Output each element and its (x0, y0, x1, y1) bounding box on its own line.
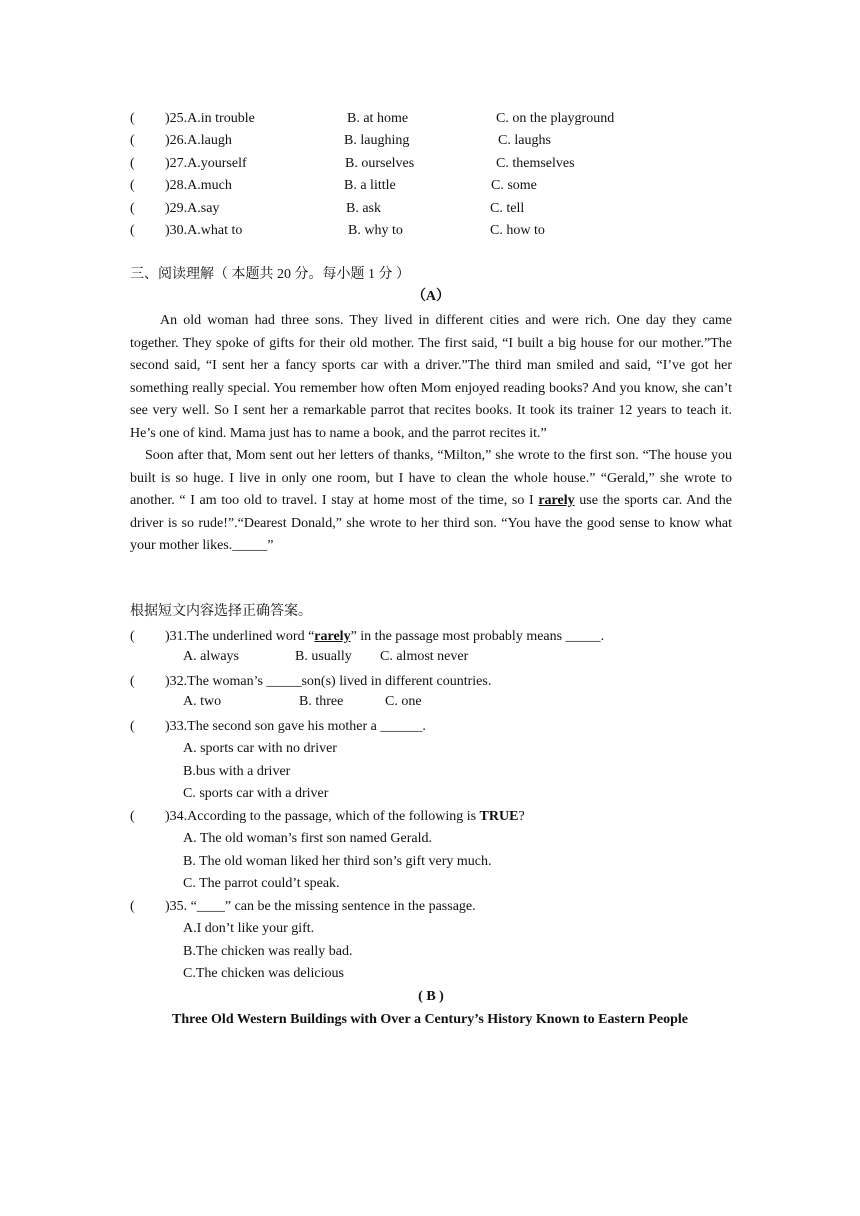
question-text (165, 806, 525, 828)
option-b: B. why to (348, 223, 403, 238)
option-b: B. laughing (344, 133, 410, 148)
answer-paren: ( (130, 629, 135, 644)
question-text: )35. “____” can be the missing sentence in the passage. (165, 899, 476, 914)
option-a: )27.A.yourself (165, 156, 247, 171)
option-a: )29.A.say (165, 201, 220, 216)
question-text: )33.The second son gave his mother a ______. (165, 719, 426, 734)
question-text-before: )34.According to the passage, which of the following is (165, 809, 480, 824)
q35-option-c: C.The chicken was delicious (183, 966, 344, 981)
option-a: )26.A.laugh (165, 133, 232, 148)
answer-paren: ( (130, 899, 135, 914)
option-c: C. themselves (496, 156, 575, 171)
answer-paren: ( (130, 674, 135, 689)
q32-option-a: A. two (183, 694, 222, 709)
option-a: )25.A.in trouble (165, 111, 255, 126)
answer-paren: ( (130, 111, 135, 126)
answer-paren: ( (130, 223, 135, 238)
part-a-label: （A） (411, 289, 451, 304)
question-text: )32.The woman’s _____son(s) lived in different countries. (165, 674, 492, 689)
q31-option-b: B. usually (295, 649, 352, 664)
answer-paren: ( (130, 133, 135, 148)
q32-option-b: B. three (299, 694, 344, 709)
question-text-before: )31.The underlined word “ (165, 629, 315, 644)
q31-option-c: C. almost never (380, 649, 469, 664)
option-c: C. some (491, 178, 537, 193)
option-b: B. ourselves (345, 156, 415, 171)
part-b-label: ( B ) (418, 989, 444, 1004)
bold-true-word: TRUE (479, 809, 519, 824)
option-c: C. laughs (498, 133, 551, 148)
q34-option-c: C. The parrot could’t speak. (183, 876, 340, 891)
q32-option-c: C. one (385, 694, 422, 709)
question-text (165, 626, 604, 648)
section-title: 三、阅读理解（ 本题共 20 分。每小题 1 分 ） (130, 267, 410, 282)
instruction: 根据短文内容选择正确答案。 (130, 604, 312, 619)
part-b-title: Three Old Western Buildings with Over a Century’s History Known to Eastern People (172, 1012, 688, 1027)
q31-option-a: A. always (183, 649, 239, 664)
answer-paren: ( (130, 156, 135, 171)
option-a: )30.A.what to (165, 223, 243, 238)
answer-paren: ( (130, 719, 135, 734)
q35-option-b: B.The chicken was really bad. (183, 944, 353, 959)
q34-option-a: A. The old woman’s first son named Gerald. (183, 831, 432, 846)
paragraph-2-text-after: use the sports car. And the driver is so rude!”.“Dearest Donald,” she wrote to her third son. “You have the good sense to know what your mother likes._____” (130, 493, 732, 553)
answer-paren: ( (130, 809, 135, 824)
option-b: B. at home (347, 111, 409, 126)
option-b: B. a little (344, 178, 396, 193)
answer-paren: ( (130, 178, 135, 193)
option-c: C. on the playground (496, 111, 615, 126)
underlined-word-rarely: rarely (314, 629, 351, 644)
q35-option-a: A.I don’t like your gift. (183, 921, 315, 936)
option-b: B. ask (346, 201, 381, 216)
question-text-after: ? (518, 809, 525, 824)
q33-option-c: C. sports car with a driver (183, 786, 329, 801)
option-c: C. tell (490, 201, 525, 216)
option-a: )28.A.much (165, 178, 232, 193)
question-text-after: ” in the passage most probably means _____. (350, 629, 605, 644)
q33-option-b: B.bus with a driver (183, 764, 291, 779)
paragraph-2-text-before: Soon after that, Mom sent out her letters of thanks, “Milton,” she wrote to the first son. “The house you built is so huge. I live in only one room, but I have to clean the whole house.” “Gerald,” she wrote to another. “ I am too old to travel. I stay at home most of the time, so I (130, 448, 732, 508)
answer-paren: ( (130, 201, 135, 216)
underlined-word-rarely: rarely (538, 493, 575, 508)
q34-option-b: B. The old woman liked her third son’s gift very much. (183, 854, 492, 869)
passage-a (130, 310, 732, 558)
q33-option-a: A. sports car with no driver (183, 741, 337, 756)
passage-paragraph-2 (130, 445, 732, 558)
option-c: C. how to (490, 223, 545, 238)
passage-paragraph-1: An old woman had three sons. They lived in different cities and were rich. One day they came together. They spoke of gifts for their old mother. The first said, “I built a big house for our mother.”The second said, “I sent her a fancy sports car with a driver.”The third man smiled and said, “I’ve got her something really special. You remember how often Mom enjoyed reading books? And you know, she can’t see very well. So I sent her a remarkable parrot that recites books. It took its trainer 12 years to teach it. He’s one of kind. Mama just has to name a book, and the parrot recites it.” (130, 313, 732, 441)
